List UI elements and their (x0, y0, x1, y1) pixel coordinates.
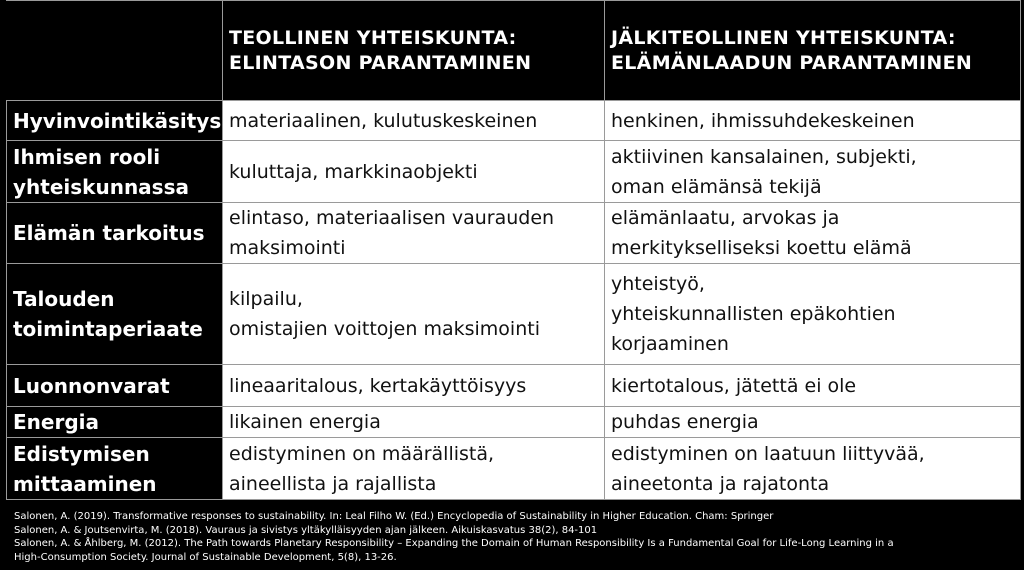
header-line: JÄLKITEOLLINEN YHTEISKUNTA: (611, 26, 956, 49)
row-label (7, 407, 223, 438)
cell-line: oman elämänsä tekijä (611, 175, 822, 198)
industrial-cell (223, 101, 605, 141)
cell-line: omistajien voittojen maksimointi (229, 318, 540, 340)
table-row (7, 264, 1021, 365)
industrial-cell (223, 141, 605, 203)
postindustrial-cell (605, 438, 1021, 500)
references (14, 510, 1014, 564)
table-row (7, 407, 1021, 438)
table-row (7, 438, 1021, 500)
industrial-cell (223, 438, 605, 500)
cell-line: elämänlaatu, arvokas ja (611, 207, 840, 229)
header-industrial-society (223, 1, 605, 101)
cell-line: kilpailu, (229, 288, 303, 310)
cell-line: puhdas energia (611, 411, 759, 433)
postindustrial-cell (605, 407, 1021, 438)
table-header-row (7, 1, 1021, 101)
cell-line: Elämän tarkoitus (13, 221, 205, 245)
cell-line: materiaalinen, kulutuskeskeinen (229, 109, 538, 132)
cell-line: yhteistyö, (611, 273, 705, 295)
postindustrial-cell (605, 101, 1021, 141)
row-label (7, 203, 223, 264)
postindustrial-cell (605, 264, 1021, 365)
header-line: TEOLLINEN YHTEISKUNTA: (229, 26, 517, 49)
reference-line: Salonen, A. & Joutsenvirta, M. (2018). Vauraus ja sivistys yltäkylläisyyden ajan jälkeen. Aikuiskasvatus 38(2), 84-101 (14, 524, 598, 536)
header-line: ELINTASON PARANTAMINEN (229, 51, 532, 74)
industrial-cell (223, 365, 605, 407)
cell-line: Energia (13, 410, 99, 434)
cell-line: elintaso, materiaalisen vaurauden (229, 207, 555, 229)
header-postindustrial-society (605, 1, 1021, 101)
row-label (7, 101, 223, 141)
table-row (7, 365, 1021, 407)
cell-line: lineaaritalous, kertakäyttöisyys (229, 374, 527, 397)
cell-line: edistyminen on määrällistä, (229, 442, 495, 465)
cell-line: yhteiskunnassa (13, 174, 189, 199)
row-label (7, 365, 223, 407)
table-row (7, 203, 1021, 264)
row-label (7, 438, 223, 500)
cell-line: maksimointi (229, 237, 346, 259)
comparison-table (6, 0, 1021, 500)
cell-line: Talouden (13, 287, 115, 311)
cell-line: yhteiskunnallisten epäkohtien (611, 303, 896, 325)
table-row (7, 101, 1021, 141)
cell-line: korjaaminen (611, 333, 729, 355)
cell-line: Ihmisen rooli (13, 144, 161, 169)
cell-line: Hyvinvointikäsitys (13, 108, 222, 133)
cell-line: aineellista ja rajallista (229, 472, 437, 495)
table-row (7, 141, 1021, 203)
cell-line: mittaaminen (13, 471, 157, 496)
postindustrial-cell (605, 203, 1021, 264)
header-empty-cell (7, 1, 223, 101)
industrial-cell (223, 203, 605, 264)
industrial-cell (223, 407, 605, 438)
reference-line: High-Consumption Society. Journal of Sustainable Development, 5(8), 13-26. (14, 551, 397, 563)
cell-line: edistyminen on laatuun liittyvää, (611, 442, 925, 465)
cell-line: kiertotalous, jätettä ei ole (611, 374, 857, 397)
cell-line: aineetonta ja rajatonta (611, 472, 830, 495)
cell-line: likainen energia (229, 411, 381, 433)
row-label (7, 264, 223, 365)
cell-line: merkitykselliseksi koettu elämä (611, 237, 912, 259)
cell-line: Luonnonvarat (13, 373, 170, 398)
header-line: ELÄMÄNLAADUN PARANTAMINEN (611, 51, 973, 74)
reference-line: Salonen, A. & Åhlberg, M. (2012). The Path towards Planetary Responsibility – Expanding the Domain of Human Responsibility Is a Fundamental Goal for Life-Long Learning in a (14, 538, 894, 550)
reference-line: Salonen, A. (2019). Transformative responses to sustainability. In: Leal Filho W. (Ed.) Encyclopedia of Sustainability in Higher Education. Cham: Springer (14, 511, 774, 522)
postindustrial-cell (605, 141, 1021, 203)
row-label (7, 141, 223, 203)
postindustrial-cell (605, 365, 1021, 407)
industrial-cell (223, 264, 605, 365)
cell-line: Edistymisen (13, 441, 150, 466)
cell-line: toimintaperiaate (13, 317, 203, 341)
cell-line: kuluttaja, markkinaobjekti (229, 160, 478, 183)
cell-line: henkinen, ihmissuhdekeskeinen (611, 109, 915, 132)
cell-line: aktiivinen kansalainen, subjekti, (611, 145, 917, 168)
